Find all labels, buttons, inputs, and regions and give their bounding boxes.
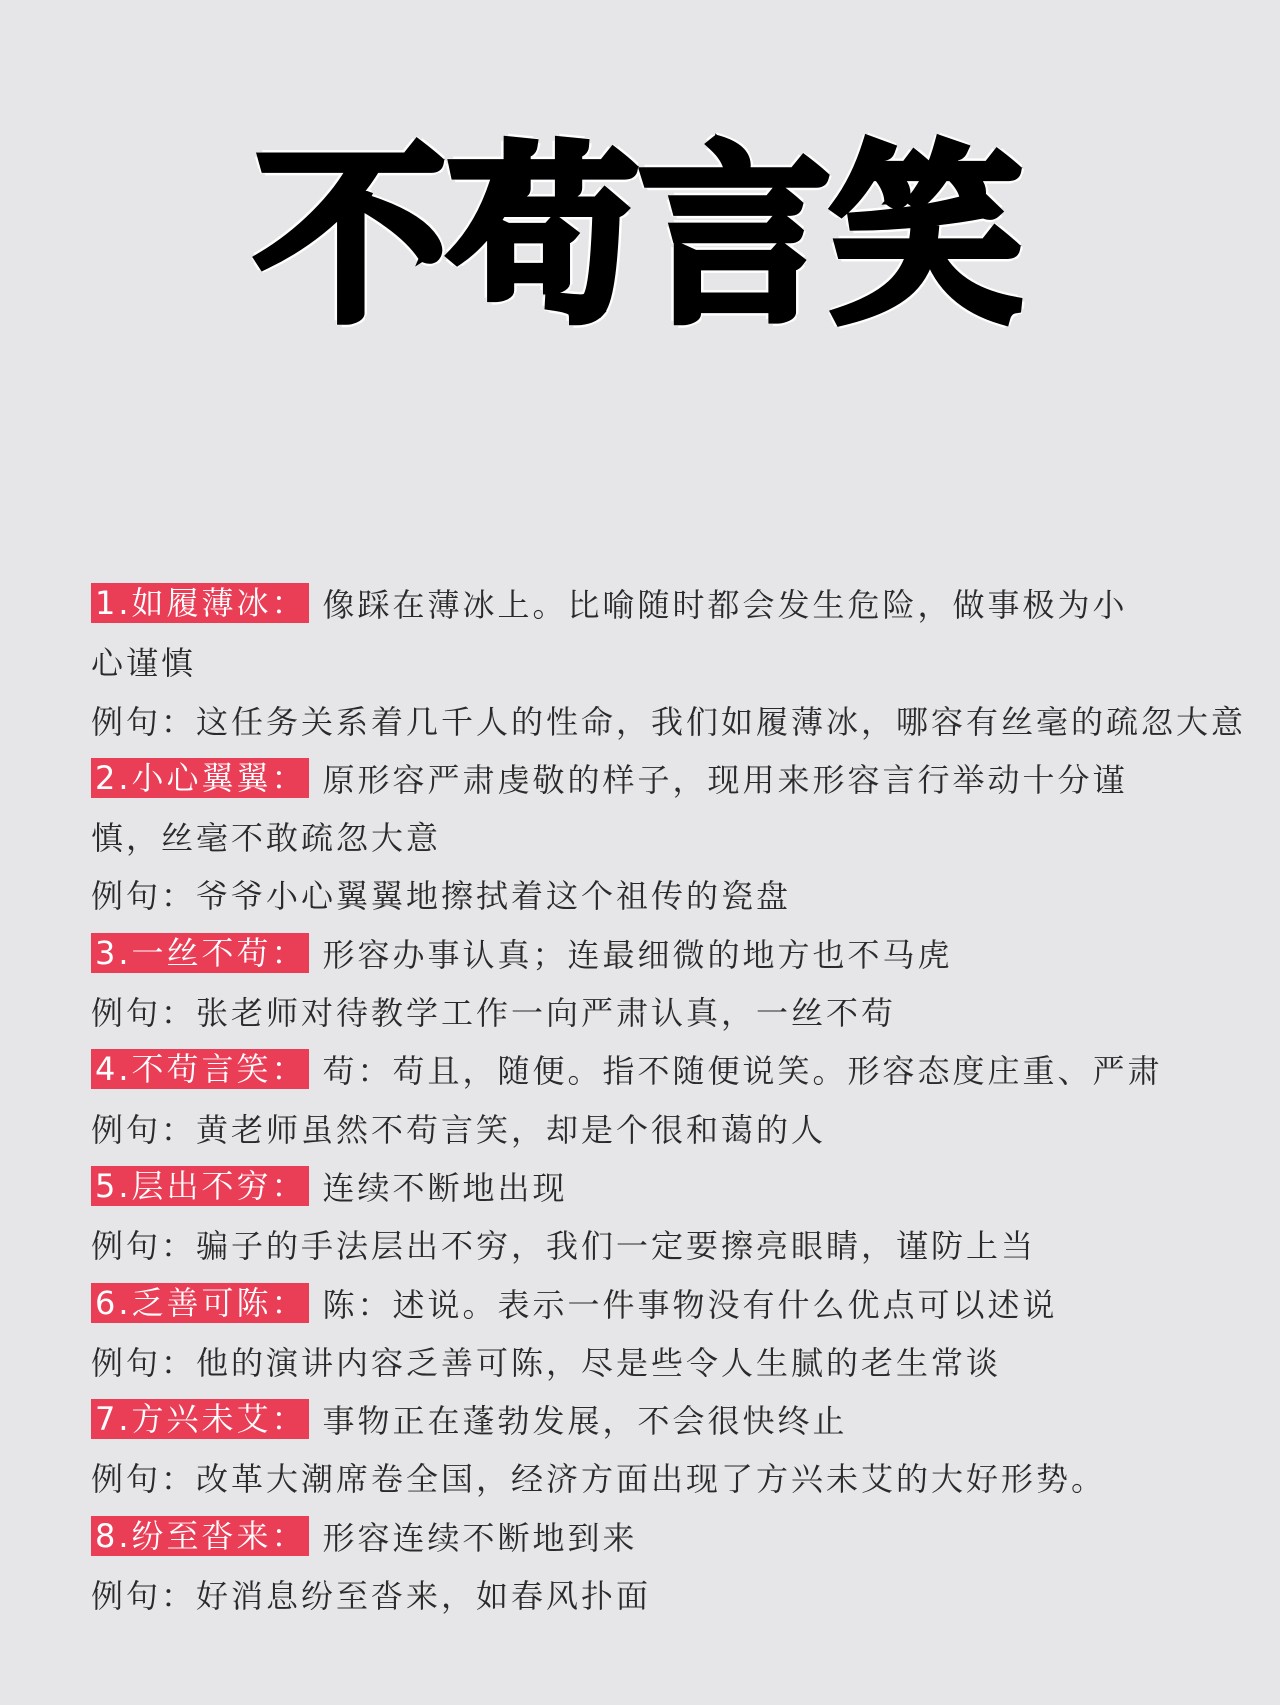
idiom-definition-line [91,1042,1201,1100]
idiom-list [91,576,1247,1625]
idiom-definition: 事物正在蓬勃发展，不会很快终止 [322,1402,848,1441]
idiom-definition: 原形容严肃虔敬的样子，现用来形容言行举动十分谨 [322,760,1128,799]
idiom-example: 例句：爷爷小心翼翼地擦拭着这个祖传的瓷盘 [91,877,792,916]
idiom-tag: 6.乏善可陈： [91,1283,309,1323]
idiom-definition-line [91,926,1201,984]
idiom-definition: 像踩在薄冰上。比喻随时都会发生危险，做事极为小 [322,586,1128,624]
idiom-example: 例句：这任务关系着几千人的性命，我们如履薄冰，哪容有丝毫的疏忽大意 [91,702,1247,741]
idiom-definition: 苟：苟且，随便。指不随便说笑。形容态度庄重、严肃 [322,1052,1163,1091]
idiom-example: 例句：改革大潮席卷全国，经济方面出现了方兴未艾的大好形势。 [91,1460,1107,1499]
idiom-tag: 5.层出不穷： [91,1166,309,1206]
page-title: 不苟言笑 [255,127,1024,348]
idiom-definition-line [91,1509,1201,1567]
idiom-definition-line [91,809,1201,867]
idiom-definition-line [91,1159,1201,1217]
idiom-example: 例句：黄老师虽然不苟言笑，却是个很和蔼的人 [91,1110,827,1149]
idiom-example: 例句：骗子的手法层出不穷，我们一定要擦亮眼睛，谨防上当 [91,1227,1037,1266]
idiom-example: 例句：他的演讲内容乏善可陈，尽是些令人生腻的老生常谈 [91,1343,1002,1382]
idiom-definition: 心谨慎 [91,644,197,683]
idiom-tag: 7.方兴未艾： [91,1399,309,1439]
idiom-tag: 3.一丝不苟： [91,933,309,973]
idiom-definition-line [91,634,1201,692]
idiom-definition: 慎，丝毫不敢疏忽大意 [91,819,442,858]
idiom-tag: 4.不苟言笑： [91,1049,309,1089]
idiom-definition: 连续不断地出现 [322,1168,568,1207]
idiom-definition: 形容连续不断地到来 [322,1518,638,1557]
idiom-tag: 2.小心翼翼： [91,758,309,798]
idiom-definition-line [91,576,1201,634]
idiom-tag: 8.纷至沓来： [91,1516,309,1556]
idiom-example: 例句：好消息纷至沓来，如春风扑面 [91,1577,652,1616]
idiom-tag: 1.如履薄冰： [91,583,309,623]
idiom-definition: 形容办事认真；连最细微的地方也不马虎 [322,935,953,974]
idiom-definition-line [91,1392,1201,1450]
idiom-definition-line [91,751,1201,809]
idiom-definition: 陈：述说。表示一件事物没有什么优点可以述说 [322,1285,1058,1324]
idiom-example: 例句：张老师对待教学工作一向严肃认真，一丝不苟 [91,994,897,1033]
idiom-definition-line [91,1276,1201,1334]
